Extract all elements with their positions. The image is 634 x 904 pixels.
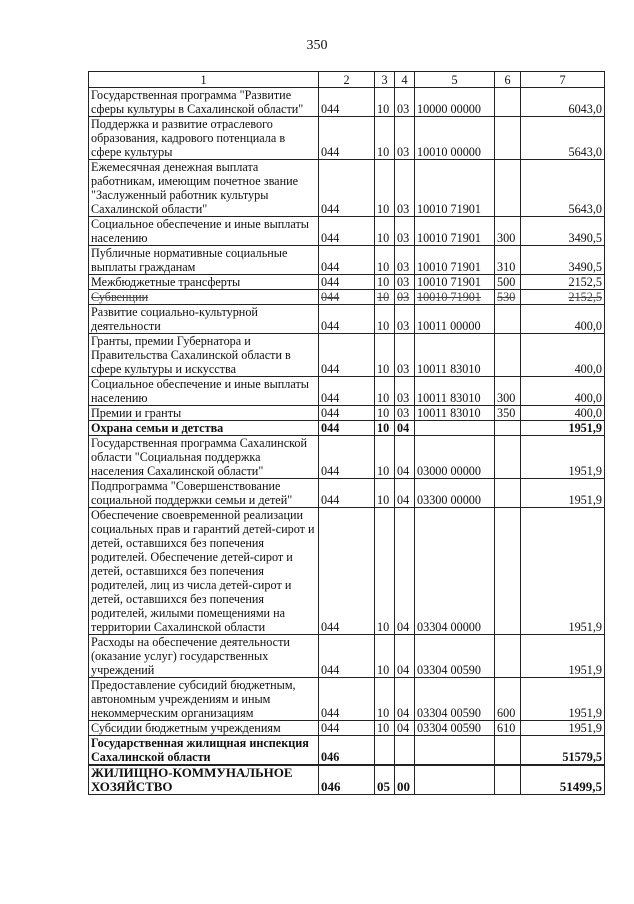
name-cell: Поддержка и развитие отраслевого образования, кадрового потенциала в сфере культуры [89, 117, 319, 160]
table-row [89, 479, 605, 508]
name-cell: Гранты, премии Губернатора и Правительства Сахалинской области в сфере культуры и искусства [89, 334, 319, 377]
pr-cell: 03 [395, 377, 415, 406]
csr-cell: 10010 00000 [415, 117, 495, 160]
name-cell: Развитие социально-культурной деятельности [89, 305, 319, 334]
ved-cell: 044 [319, 421, 375, 436]
vr-cell [495, 88, 521, 117]
ved-cell: 044 [319, 377, 375, 406]
vr-cell [495, 765, 521, 795]
table-row [89, 88, 605, 117]
table-row [89, 421, 605, 436]
table-row [89, 508, 605, 635]
rz-cell: 10 [375, 88, 395, 117]
ved-cell: 044 [319, 334, 375, 377]
pr-cell: 04 [395, 678, 415, 721]
table-row [89, 246, 605, 275]
pr-cell: 04 [395, 436, 415, 479]
header-cell-5: 5 [415, 72, 495, 88]
pr-cell: 03 [395, 117, 415, 160]
amount-cell: 2152,5 [521, 275, 605, 290]
vr-cell [495, 736, 521, 766]
csr-cell: 10011 83010 [415, 377, 495, 406]
table-row [89, 160, 605, 217]
vr-cell: 350 [495, 406, 521, 421]
amount-cell: 5643,0 [521, 117, 605, 160]
csr-cell: 10000 00000 [415, 88, 495, 117]
name-cell: Государственная жилищная инспекция Сахалинской области [89, 736, 319, 766]
amount-cell: 1951,9 [521, 678, 605, 721]
table-row [89, 377, 605, 406]
vr-cell: 610 [495, 721, 521, 736]
csr-cell: 10010 71901 [415, 275, 495, 290]
amount-cell: 51579,5 [521, 736, 605, 766]
csr-cell: 10011 83010 [415, 406, 495, 421]
amount-cell: 1951,9 [521, 436, 605, 479]
rz-cell: 10 [375, 479, 395, 508]
csr-cell: 03000 00000 [415, 436, 495, 479]
header-cell-2: 2 [319, 72, 375, 88]
pr-cell: 04 [395, 421, 415, 436]
pr-cell: 04 [395, 479, 415, 508]
amount-cell: 3490,5 [521, 217, 605, 246]
rz-cell: 10 [375, 275, 395, 290]
ved-cell: 044 [319, 117, 375, 160]
table-row [89, 678, 605, 721]
vr-cell: 300 [495, 377, 521, 406]
table-row [89, 721, 605, 736]
pr-cell [395, 736, 415, 766]
name-cell: Публичные нормативные социальные выплаты гражданам [89, 246, 319, 275]
rz-cell: 10 [375, 305, 395, 334]
rz-cell: 10 [375, 508, 395, 635]
table-row [89, 117, 605, 160]
name-cell: Субсидии бюджетным учреждениям [89, 721, 319, 736]
rz-cell: 10 [375, 678, 395, 721]
header-cell-3: 3 [375, 72, 395, 88]
table-row [89, 635, 605, 678]
csr-cell: 10010 71901 [415, 217, 495, 246]
pr-cell: 03 [395, 160, 415, 217]
csr-cell: 03304 00590 [415, 721, 495, 736]
csr-cell: 10011 00000 [415, 305, 495, 334]
pr-cell: 03 [395, 88, 415, 117]
pr-cell: 04 [395, 508, 415, 635]
ved-cell: 044 [319, 88, 375, 117]
rz-cell: 10 [375, 246, 395, 275]
name-cell: Подпрограмма "Совершенствование социальной поддержки семьи и детей" [89, 479, 319, 508]
csr-cell: 03304 00590 [415, 678, 495, 721]
csr-cell: 10010 71901 [415, 160, 495, 217]
ved-cell: 046 [319, 765, 375, 795]
ved-cell: 044 [319, 246, 375, 275]
table-row [89, 406, 605, 421]
pr-cell: 03 [395, 246, 415, 275]
ved-cell: 044 [319, 508, 375, 635]
csr-cell: 10011 83010 [415, 334, 495, 377]
amount-cell: 400,0 [521, 305, 605, 334]
ved-cell: 044 [319, 305, 375, 334]
header-cell-4: 4 [395, 72, 415, 88]
table-row [89, 436, 605, 479]
table-row [89, 765, 605, 795]
rz-cell: 10 [375, 334, 395, 377]
header-cell-7: 7 [521, 72, 605, 88]
vr-cell: 500 [495, 275, 521, 290]
header-cell-1: 1 [89, 72, 319, 88]
rz-cell: 10 [375, 436, 395, 479]
rz-cell: 10 [375, 377, 395, 406]
vr-cell [495, 421, 521, 436]
vr-cell [495, 436, 521, 479]
rz-cell: 10 [375, 160, 395, 217]
ved-cell: 046 [319, 736, 375, 766]
vr-cell [495, 160, 521, 217]
name-cell: Межбюджетные трансферты [89, 275, 319, 290]
table-row [89, 275, 605, 290]
pr-cell: 03 [395, 217, 415, 246]
pr-cell: 00 [395, 765, 415, 795]
vr-cell [495, 635, 521, 678]
csr-cell: 10010 71901 [415, 290, 495, 305]
amount-cell: 2152,5 [521, 290, 605, 305]
page-number: 350 [306, 38, 328, 53]
rz-cell: 10 [375, 290, 395, 305]
name-cell: Обеспечение своевременной реализации социальных прав и гарантий детей-сирот и детей, оставшихся без попечения родителей. Обеспечение детей-сирот и детей, оставшихся без попечения родителей, лиц из числа детей-сирот и детей, оставшихся без попечения родителей, жилыми помещениями на территории Сахалинской области [89, 508, 319, 635]
pr-cell: 03 [395, 275, 415, 290]
pr-cell: 04 [395, 635, 415, 678]
csr-cell [415, 765, 495, 795]
table-row [89, 290, 605, 305]
table-row [89, 334, 605, 377]
rz-cell: 10 [375, 217, 395, 246]
ved-cell: 044 [319, 635, 375, 678]
table-row [89, 736, 605, 766]
amount-cell: 400,0 [521, 406, 605, 421]
table-row [89, 217, 605, 246]
vr-cell: 310 [495, 246, 521, 275]
name-cell: Государственная программа Сахалинской области "Социальная поддержка населения Сахалинской области" [89, 436, 319, 479]
ved-cell: 044 [319, 160, 375, 217]
pr-cell: 03 [395, 406, 415, 421]
amount-cell: 1951,9 [521, 635, 605, 678]
vr-cell [495, 305, 521, 334]
budget-table [88, 71, 605, 795]
name-cell: Социальное обеспечение и иные выплаты населению [89, 217, 319, 246]
name-cell: ЖИЛИЩНО-КОММУНАЛЬНОЕ ХОЗЯЙСТВО [89, 765, 319, 795]
vr-cell [495, 508, 521, 635]
name-cell: Расходы на обеспечение деятельности (оказание услуг) государственных учреждений [89, 635, 319, 678]
table-header-row [89, 72, 605, 88]
name-cell: Ежемесячная денежная выплата работникам, имеющим почетное звание "Заслуженный работник культуры Сахалинской области" [89, 160, 319, 217]
vr-cell [495, 334, 521, 377]
csr-cell: 03304 00590 [415, 635, 495, 678]
table-row [89, 305, 605, 334]
rz-cell: 10 [375, 635, 395, 678]
ved-cell: 044 [319, 436, 375, 479]
pr-cell: 03 [395, 305, 415, 334]
csr-cell [415, 421, 495, 436]
header-cell-6: 6 [495, 72, 521, 88]
ved-cell: 044 [319, 275, 375, 290]
vr-cell: 600 [495, 678, 521, 721]
ved-cell: 044 [319, 678, 375, 721]
vr-cell [495, 117, 521, 160]
ved-cell: 044 [319, 721, 375, 736]
name-cell: Премии и гранты [89, 406, 319, 421]
amount-cell: 1951,9 [521, 421, 605, 436]
rz-cell: 10 [375, 421, 395, 436]
name-cell: Государственная программа "Развитие сферы культуры в Сахалинской области" [89, 88, 319, 117]
ved-cell: 044 [319, 406, 375, 421]
csr-cell: 03300 00000 [415, 479, 495, 508]
ved-cell: 044 [319, 217, 375, 246]
amount-cell: 1951,9 [521, 479, 605, 508]
name-cell: Субвенции [89, 290, 319, 305]
csr-cell: 10010 71901 [415, 246, 495, 275]
amount-cell: 51499,5 [521, 765, 605, 795]
amount-cell: 400,0 [521, 334, 605, 377]
name-cell: Охрана семьи и детства [89, 421, 319, 436]
rz-cell: 10 [375, 117, 395, 160]
vr-cell: 300 [495, 217, 521, 246]
rz-cell: 10 [375, 406, 395, 421]
vr-cell [495, 479, 521, 508]
amount-cell: 400,0 [521, 377, 605, 406]
rz-cell: 10 [375, 721, 395, 736]
csr-cell [415, 736, 495, 766]
rz-cell: 05 [375, 765, 395, 795]
csr-cell: 03304 00000 [415, 508, 495, 635]
amount-cell: 6043,0 [521, 88, 605, 117]
amount-cell: 1951,9 [521, 721, 605, 736]
name-cell: Предоставление субсидий бюджетным, автономным учреждениям и иным некоммерческим организациям [89, 678, 319, 721]
name-cell: Социальное обеспечение и иные выплаты населению [89, 377, 319, 406]
amount-cell: 5643,0 [521, 160, 605, 217]
ved-cell: 044 [319, 290, 375, 305]
pr-cell: 04 [395, 721, 415, 736]
pr-cell: 03 [395, 290, 415, 305]
vr-cell: 530 [495, 290, 521, 305]
pr-cell: 03 [395, 334, 415, 377]
ved-cell: 044 [319, 479, 375, 508]
amount-cell: 3490,5 [521, 246, 605, 275]
rz-cell [375, 736, 395, 766]
amount-cell: 1951,9 [521, 508, 605, 635]
